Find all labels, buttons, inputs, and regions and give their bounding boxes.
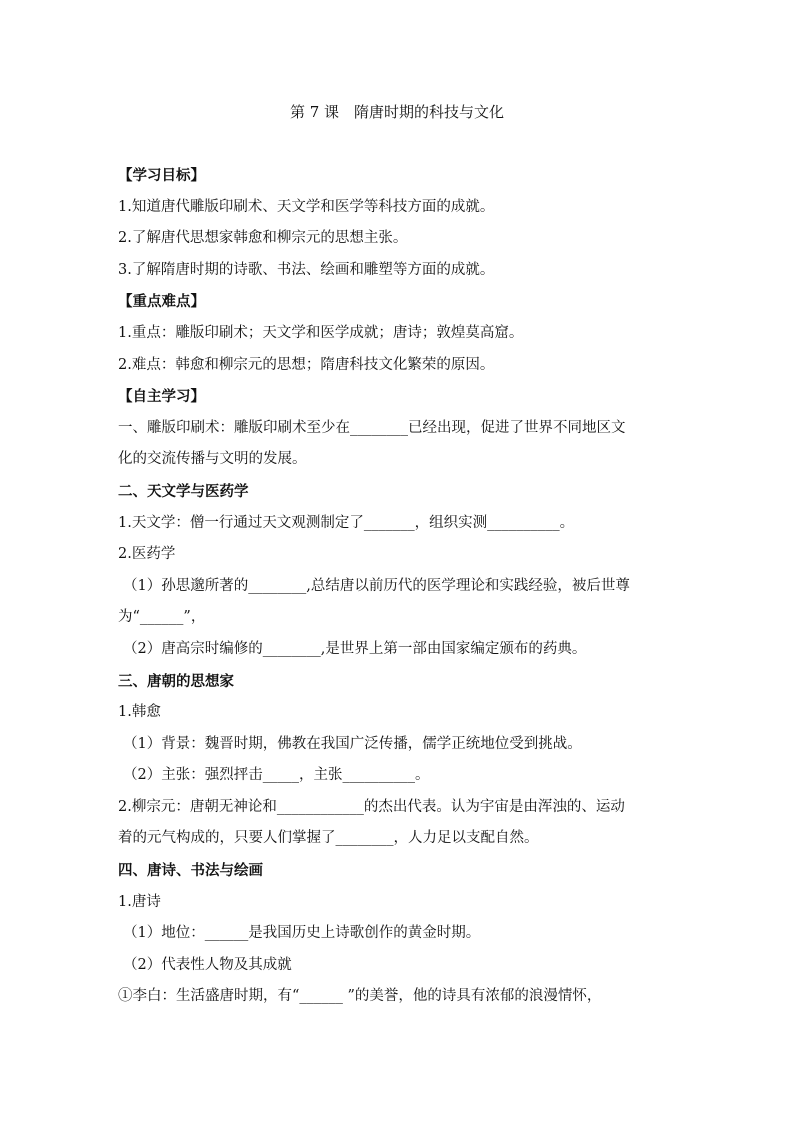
text-line: 【学习目标】 bbox=[118, 167, 205, 184]
lesson-title: 第 7 课 隋唐时期的科技与文化 bbox=[289, 103, 505, 121]
text-line: （2）代表性人物及其成就 bbox=[123, 956, 292, 973]
text-line: 1.唐诗 bbox=[118, 893, 161, 910]
text-line: 着的元气构成的，只要人们掌握了________，人力足以支配自然。 bbox=[118, 830, 539, 847]
document-body bbox=[118, 160, 678, 1013]
text-line: 为“______”， bbox=[118, 609, 206, 626]
text-line: 二、天文学与医药学 bbox=[118, 482, 249, 500]
text-line: 2.医药学 bbox=[118, 546, 176, 563]
text-line: ①李白：生活盛唐时期，有“______ ”的美誉，他的诗具有浓郁的浪漫情怀， bbox=[118, 988, 602, 1005]
text-line: （2）主张：强烈抨击_____，主张__________。 bbox=[123, 767, 430, 784]
text-line: （1）孙思邈所著的________,总结唐以前历代的医学理论和实践经验，被后世尊 bbox=[123, 577, 630, 594]
text-line: 化的交流传播与文明的发展。 bbox=[118, 451, 307, 468]
text-line: 【自主学习】 bbox=[118, 388, 205, 406]
text-line: 一、雕版印刷术：雕版印刷术至少在________已经出现，促进了世界不同地区文 bbox=[118, 419, 626, 436]
text-line: 三、唐朝的思想家 bbox=[118, 672, 234, 690]
text-line: 1.重点：雕版印刷术；天文学和医学成就；唐诗；敦煌莫高窟。 bbox=[118, 324, 524, 341]
text-line: 四、唐诗、书法与绘画 bbox=[118, 862, 263, 880]
text-line: 【重点难点】 bbox=[118, 293, 205, 311]
text-line: 1.知道唐代雕版印刷术、天文学和医学等科技方面的成就。 bbox=[118, 198, 495, 215]
text-line: 2.难点：韩愈和柳宗元的思想；隋唐科技文化繁荣的原因。 bbox=[118, 356, 495, 373]
text-line: 1.天文学：僧一行通过天文观测制定了_______，组织实测__________。 bbox=[118, 514, 575, 531]
text-line: （1）地位：______是我国历史上诗歌创作的黄金时期。 bbox=[123, 925, 481, 942]
text-line: （1）背景：魏晋时期，佛教在我国广泛传播，儒学正统地位受到挑战。 bbox=[123, 735, 582, 752]
text-line: 3.了解隋唐时期的诗歌、书法、绘画和雕塑等方面的成就。 bbox=[118, 261, 495, 278]
text-line: 1.韩愈 bbox=[118, 704, 161, 721]
text-line: 2.了解唐代思想家韩愈和柳宗元的思想主张。 bbox=[118, 230, 408, 247]
text-line: （2）唐高宗时编修的________,是世界上第一部由国家编定颁布的药典。 bbox=[123, 640, 587, 657]
text-line: 2.柳宗元：唐朝无神论和____________的杰出代表。认为宇宙是由浑浊的、运动 bbox=[118, 798, 625, 815]
